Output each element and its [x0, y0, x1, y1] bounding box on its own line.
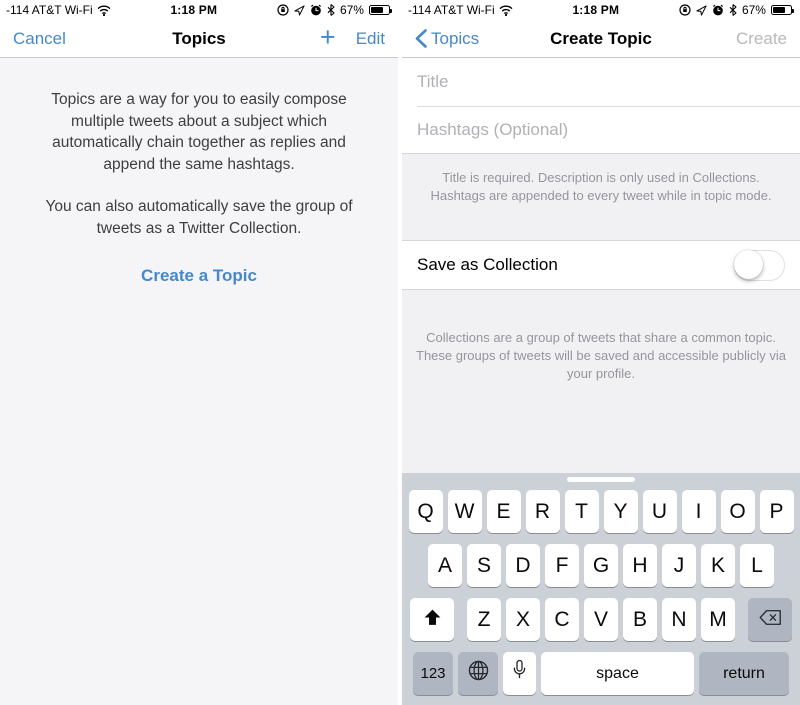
key-x[interactable]: X	[506, 598, 540, 641]
wifi-icon	[499, 5, 513, 16]
alarm-icon	[310, 4, 322, 16]
create-topic-form	[402, 58, 800, 705]
collection-footnote: Collections are a group of tweets that share a common topic. These groups of tweets will be saved and accessible publicly via your profile.	[416, 330, 786, 381]
save-as-collection-row	[402, 240, 800, 290]
cancel-button[interactable]: Cancel	[13, 28, 66, 48]
shift-icon	[423, 608, 442, 632]
fields-footnote: Title is required. Description is only used in Collections. Hashtags are appended to every tweet while in topic mode.	[430, 170, 772, 203]
bluetooth-icon	[327, 4, 335, 16]
carrier-label: -114 AT&T Wi-Fi	[408, 3, 495, 17]
battery-icon	[369, 5, 390, 15]
rotation-lock-icon	[679, 4, 691, 16]
key-b[interactable]: B	[623, 598, 657, 641]
keyboard-row-2	[402, 544, 800, 587]
page-title: Create Topic	[550, 28, 652, 48]
keyboard-row-3	[402, 598, 800, 641]
key-q[interactable]: Q	[409, 490, 443, 533]
battery-icon	[771, 5, 792, 15]
key-l[interactable]: L	[740, 544, 774, 587]
page-title: Topics	[172, 28, 226, 48]
key-r[interactable]: R	[526, 490, 560, 533]
location-icon	[294, 5, 305, 16]
numbers-key[interactable]: 123	[413, 652, 453, 695]
key-i[interactable]: I	[682, 490, 716, 533]
edit-button[interactable]: Edit	[355, 28, 385, 48]
key-n[interactable]: N	[662, 598, 696, 641]
hashtags-field-row	[402, 107, 800, 153]
key-w[interactable]: W	[448, 490, 482, 533]
key-c[interactable]: C	[545, 598, 579, 641]
key-t[interactable]: T	[565, 490, 599, 533]
clock: 1:18 PM	[572, 3, 620, 17]
ios-keyboard	[402, 473, 800, 705]
key-f[interactable]: F	[545, 544, 579, 587]
shift-key[interactable]	[410, 598, 454, 641]
title-field-row	[402, 58, 800, 106]
chevron-left-icon	[415, 29, 427, 48]
rotation-lock-icon	[277, 4, 289, 16]
toggle-knob	[734, 250, 763, 279]
backspace-key[interactable]	[748, 598, 792, 641]
add-topic-button[interactable]: +	[319, 22, 336, 52]
battery-percent-label: 67%	[741, 3, 766, 17]
topics-nav-bar	[0, 20, 398, 58]
mic-icon	[512, 659, 527, 688]
fields-footnote-section	[402, 153, 800, 240]
left-screen-topics	[0, 0, 398, 705]
key-e[interactable]: E	[487, 490, 521, 533]
key-o[interactable]: O	[721, 490, 755, 533]
save-as-collection-toggle[interactable]	[734, 250, 785, 281]
save-as-collection-label: Save as Collection	[417, 255, 558, 274]
key-z[interactable]: Z	[467, 598, 501, 641]
return-key[interactable]: return	[699, 652, 789, 695]
back-button-label: Topics	[431, 28, 480, 48]
alarm-icon	[712, 4, 724, 16]
key-h[interactable]: H	[623, 544, 657, 587]
globe-icon	[468, 660, 489, 687]
key-v[interactable]: V	[584, 598, 618, 641]
status-bar	[402, 0, 800, 20]
keyboard-row-1	[402, 490, 800, 533]
topics-empty-state	[0, 58, 398, 705]
title-input[interactable]	[417, 72, 785, 92]
create-button[interactable]: Create	[735, 28, 787, 48]
backspace-icon	[759, 608, 782, 632]
key-k[interactable]: K	[701, 544, 735, 587]
globe-key[interactable]	[458, 652, 498, 695]
hashtags-input[interactable]	[417, 120, 785, 140]
space-key[interactable]: space	[541, 652, 694, 695]
key-a[interactable]: A	[428, 544, 462, 587]
key-p[interactable]: P	[760, 490, 794, 533]
create-topic-nav-bar	[402, 20, 800, 58]
status-bar	[0, 0, 398, 20]
location-icon	[696, 5, 707, 16]
key-u[interactable]: U	[643, 490, 677, 533]
keyboard-handle[interactable]	[567, 477, 635, 482]
bluetooth-icon	[729, 4, 737, 16]
key-m[interactable]: M	[701, 598, 735, 641]
keyboard-row-4	[402, 652, 800, 695]
key-g[interactable]: G	[584, 544, 618, 587]
create-a-topic-link[interactable]: Create a Topic	[141, 266, 257, 285]
right-screen-create-topic	[402, 0, 800, 705]
mic-key[interactable]	[503, 652, 536, 695]
back-button[interactable]	[415, 29, 479, 49]
key-s[interactable]: S	[467, 544, 501, 587]
key-j[interactable]: J	[662, 544, 696, 587]
wifi-icon	[97, 5, 111, 16]
key-y[interactable]: Y	[604, 490, 638, 533]
battery-percent-label: 67%	[339, 3, 364, 17]
collection-description: You can also automatically save the group of tweets as a Twitter Collection.	[45, 198, 353, 237]
topics-description: Topics are a way for you to easily compose multiple tweets about a subject which automatically chain together as replies and append the same hashtags.	[51, 91, 347, 173]
key-d[interactable]: D	[506, 544, 540, 587]
clock: 1:18 PM	[170, 3, 218, 17]
carrier-label: -114 AT&T Wi-Fi	[6, 3, 93, 17]
